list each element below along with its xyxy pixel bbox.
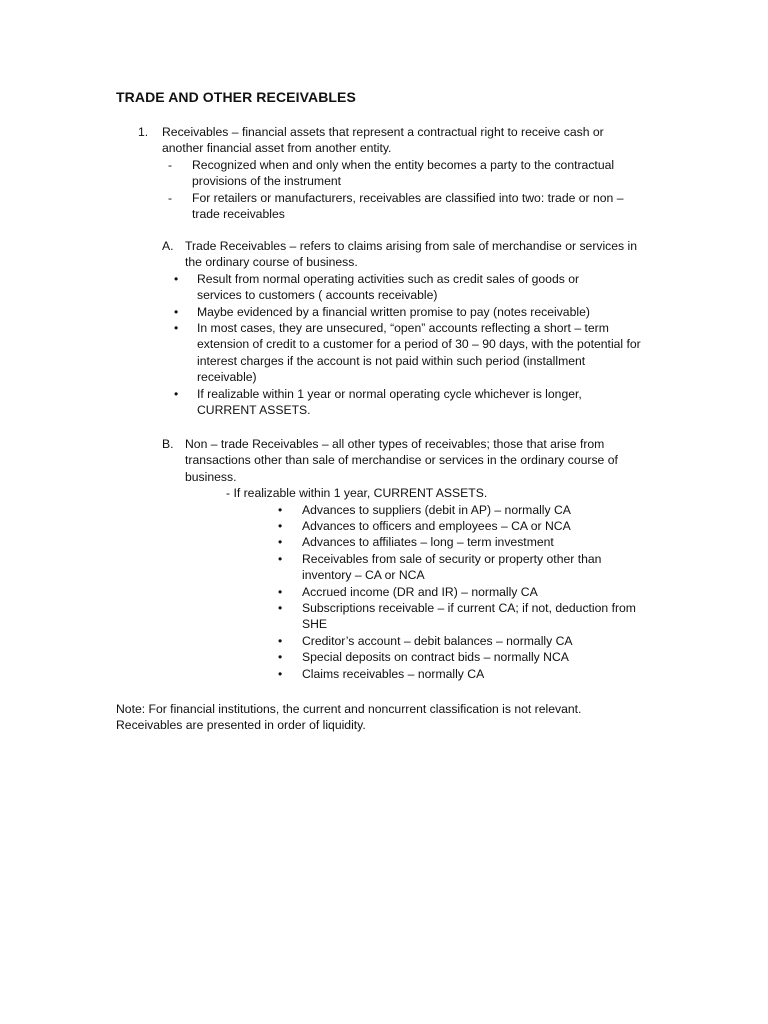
- bullet-item: [0, 386, 622, 419]
- note-text: Note: For financial institutions, the current and noncurrent classification is not relevant. Receivables are presented in order of liquidity.: [116, 702, 582, 733]
- bullet-item: [0, 649, 637, 665]
- section-a-row: [0, 238, 650, 271]
- note-row: [0, 701, 631, 734]
- bullet-item: [0, 633, 637, 649]
- section-a-marker: A.: [162, 239, 174, 253]
- bullet-marker: •: [278, 535, 283, 550]
- bullet-marker: •: [278, 601, 283, 616]
- item-1-text: Receivables – financial assets that represent a contractual right to receive cash or another financial asset from another entity.: [162, 125, 604, 156]
- section-b-dash-text: - If realizable within 1 year, CURRENT ASSETS.: [226, 486, 488, 501]
- bullet-item: [0, 320, 647, 386]
- bullet-item-text: Advances to officers and employees – CA or NCA: [302, 519, 571, 534]
- bullet-marker: •: [278, 519, 283, 534]
- bullet-item-text: Advances to suppliers (debit in AP) – normally CA: [302, 502, 571, 517]
- bullet-marker: •: [278, 502, 283, 517]
- bullet-marker: •: [278, 633, 283, 648]
- section-b-row: [0, 436, 655, 485]
- bullet-marker: •: [278, 666, 283, 681]
- note: [0, 701, 768, 734]
- section-a-text: Trade Receivables – refers to claims arising from sale of merchandise or services in the ordinary course of business.: [185, 239, 638, 270]
- bullet-item-text: Receivables from sale of security or property other than inventory – CA or NCA: [302, 551, 602, 583]
- section-a: [0, 238, 768, 418]
- bullet-item: [0, 666, 637, 682]
- bullet-item-text: Accrued income (DR and IR) – normally CA: [302, 584, 538, 599]
- dash-item-text: Recognized when and only when the entity becomes a party to the contractual provisions of the instrument: [192, 157, 615, 189]
- bullet-item: [0, 304, 622, 320]
- dash-marker: -: [168, 157, 173, 172]
- bullet-marker: •: [278, 551, 283, 566]
- bullet-item-text: Special deposits on contract bids – normally NCA: [302, 650, 569, 665]
- bullet-item-text: In most cases, they are unsecured, “open” accounts reflecting a short – term extension of credit to a customer for a period of 30 – 90 days, with the potential for interest charges if the account is not paid within such period (installment receivable): [197, 321, 641, 385]
- section-b-dash-line: [0, 485, 768, 501]
- bullet-marker: •: [278, 584, 283, 599]
- bullet-item: [0, 584, 637, 600]
- bullet-marker: •: [278, 650, 283, 665]
- dash-item-text: For retailers or manufacturers, receivables are classified into two: trade or non – trade receivables: [192, 190, 624, 222]
- section-b-text: Non – trade Receivables – all other types of receivables; those that arise from transactions other than sale of merchandise or services in the ordinary course of business.: [185, 437, 618, 484]
- page-title: TRADE AND OTHER RECEIVABLES: [116, 89, 356, 105]
- bullet-marker: •: [174, 386, 179, 401]
- bullet-item: [0, 534, 637, 550]
- dash-marker: -: [168, 190, 173, 205]
- bullet-marker: •: [174, 304, 179, 319]
- bullet-item: [0, 518, 637, 534]
- bullet-item: [0, 502, 637, 518]
- bullet-item-text: If realizable within 1 year or normal operating cycle whichever is longer, CURRENT ASSETS.: [197, 386, 582, 418]
- bullet-marker: •: [174, 321, 179, 336]
- item-1: [0, 124, 768, 222]
- dash-item: [0, 157, 647, 190]
- item-1-row: [0, 124, 632, 157]
- bullet-item: [0, 551, 637, 584]
- section-b-marker: B.: [162, 437, 174, 451]
- bullet-item-text: Result from normal operating activities such as credit sales of goods or services to customers ( accounts receivable): [197, 271, 580, 303]
- bullet-item: [0, 600, 637, 633]
- bullet-item-text: Subscriptions receivable – if current CA; if not, deduction from SHE: [302, 601, 636, 632]
- bullet-item-text: Claims receivables – normally CA: [302, 666, 485, 681]
- bullet-item-text: Creditor’s account – debit balances – normally CA: [302, 633, 573, 648]
- section-b: [0, 436, 768, 682]
- dash-item: [0, 190, 647, 223]
- item-1-marker: 1.: [138, 125, 149, 139]
- bullet-item: [0, 271, 622, 304]
- bullet-item-text: Maybe evidenced by a financial written promise to pay (notes receivable): [197, 304, 590, 319]
- bullet-item-text: Advances to affiliates – long – term investment: [302, 535, 554, 550]
- bullet-marker: •: [174, 271, 179, 286]
